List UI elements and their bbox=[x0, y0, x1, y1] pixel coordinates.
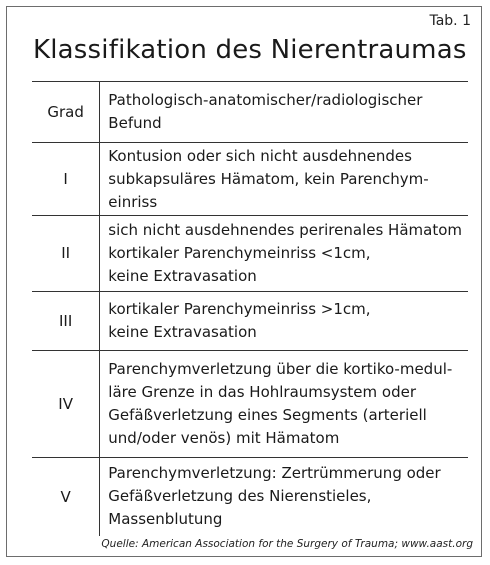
finding-cell bbox=[100, 351, 468, 458]
header-befund-line: Befund bbox=[108, 114, 162, 132]
finding-line: einriss bbox=[108, 192, 158, 211]
grade-cell: IV bbox=[32, 351, 100, 458]
finding-line: subkapsuläres Hämatom, kein Parenchym- bbox=[108, 169, 429, 188]
finding-line: Gefäßverletzung des Nierenstieles, bbox=[108, 487, 372, 505]
grade-cell: I bbox=[32, 143, 100, 216]
classification-table bbox=[32, 81, 468, 536]
table-row bbox=[32, 292, 468, 351]
finding-line: kortikaler Parenchymeinriss <1cm, bbox=[108, 244, 371, 262]
header-grad: Grad bbox=[32, 82, 100, 143]
table-row bbox=[32, 458, 468, 537]
table-row bbox=[32, 216, 468, 292]
finding-cell bbox=[100, 458, 468, 537]
table-row bbox=[32, 351, 468, 458]
finding-line: Parenchymverletzung über die kortiko-medul- bbox=[108, 360, 453, 378]
table-row bbox=[32, 143, 468, 216]
finding-cell bbox=[100, 292, 468, 351]
finding-line: Massenblutung bbox=[108, 510, 223, 528]
finding-line: und/oder venös) mit Hämatom bbox=[108, 429, 340, 447]
header-befund-line: Pathologisch-anatomischer/radiologischer bbox=[108, 91, 423, 109]
source-note: Quelle: American Association for the Surgery of Trauma; www.aast.org bbox=[101, 538, 473, 550]
finding-line: sich nicht ausdehnendes perirenales Hämatom bbox=[108, 221, 462, 239]
tab-label: Tab. 1 bbox=[429, 13, 471, 29]
grade-cell: II bbox=[32, 216, 100, 292]
table-title: Klassifikation des Nierentraumas bbox=[33, 35, 467, 65]
finding-line: läre Grenze in das Hohlraumsystem oder bbox=[108, 383, 416, 401]
finding-line: Parenchymverletzung: Zertrümmerung oder bbox=[108, 464, 441, 482]
finding-line: keine Extravasation bbox=[108, 323, 257, 341]
finding-line: kortikaler Parenchymeinriss >1cm, bbox=[108, 300, 371, 318]
grade-cell: III bbox=[32, 292, 100, 351]
finding-line: Kontusion oder sich nicht ausdehnendes bbox=[108, 146, 412, 165]
header-befund bbox=[100, 82, 468, 143]
finding-cell bbox=[100, 216, 468, 292]
finding-line: keine Extravasation bbox=[108, 267, 257, 285]
finding-line: Gefäßverletzung eines Segments (arteriell bbox=[108, 406, 427, 424]
header-row bbox=[32, 82, 468, 143]
table-card bbox=[6, 6, 482, 557]
finding-cell bbox=[100, 143, 468, 216]
grade-cell: V bbox=[32, 458, 100, 537]
